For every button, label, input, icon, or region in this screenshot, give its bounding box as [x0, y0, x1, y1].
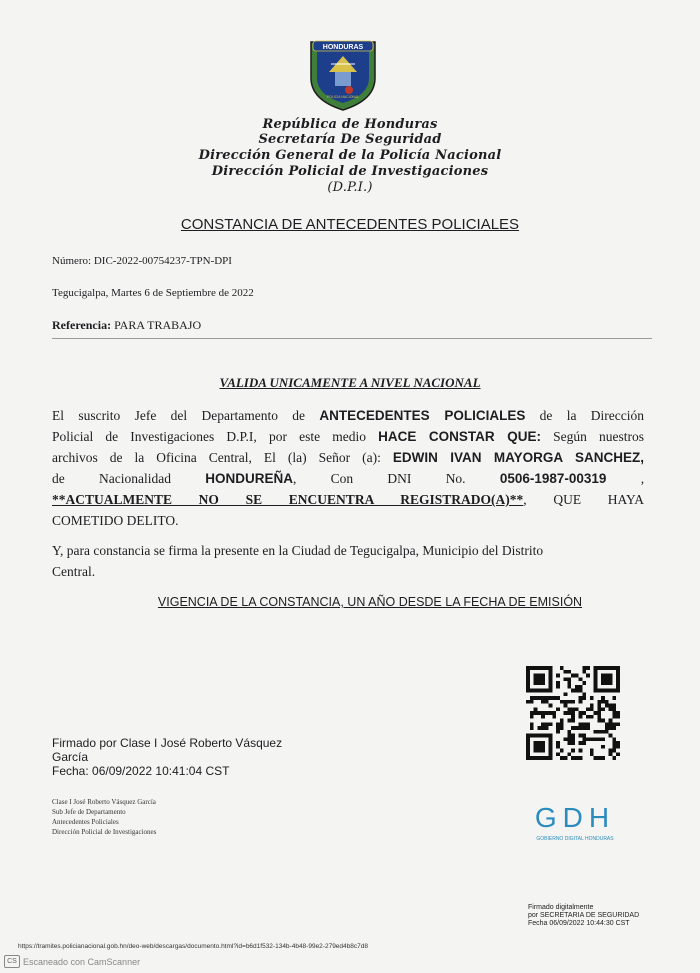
- header-republica: República de Honduras: [262, 117, 438, 132]
- header-direccion-general: Dirección General de la Policía Nacional: [198, 148, 502, 163]
- dni-number: 0506-1987-00319: [499, 471, 607, 486]
- qr-code[interactable]: [526, 666, 620, 760]
- numero-value: DIC-2022-00754237-TPN-DPI: [93, 255, 232, 267]
- certification-paragraph: [52, 405, 644, 531]
- validity-notice: VIGENCIA DE LA CONSTANCIA, UN AÑO DESDE LA FECHA DE EMISIÓN: [157, 595, 583, 609]
- body-line-4: de Nacionalidad HONDUREÑA, Con DNI No. 0506-1987-00319 ,: [52, 471, 645, 486]
- header-secretaria: Secretaría De Seguridad: [258, 132, 442, 147]
- referencia-value: PARA TRABAJO: [114, 318, 202, 332]
- police-seal-logo: [305, 34, 381, 112]
- body-line-1: El suscrito Jefe del Departamento de ANTECEDENTES POLICIALES de la Dirección: [52, 408, 645, 423]
- numero-label: Número:: [52, 255, 92, 267]
- gdh-letters: GDH: [534, 802, 616, 833]
- body-line-3: archivos de la Oficina Central, El (la) Señor (a): EDWIN IVAN MAYORGA SANCHEZ,: [52, 450, 644, 465]
- body-line-5: **ACTUALMENTE NO SE ENCUENTRA REGISTRADO(A)**, QUE HAYA: [52, 492, 645, 507]
- status-statement: **ACTUALMENTE NO SE ENCUENTRA REGISTRADO(A)**: [52, 492, 524, 507]
- document-title: CONSTANCIA DE ANTECEDENTES POLICIALES: [180, 216, 520, 233]
- signer-details: Clase I José Roberto Vásquez García Sub Jefe de Departamento Antecedentes Policiales Dirección Policial de Investigaciones: [52, 798, 157, 836]
- referencia-line: [52, 318, 201, 333]
- nationality: HONDUREÑA: [205, 471, 294, 486]
- referencia-label: Referencia:: [52, 318, 112, 332]
- verification-url[interactable]: https://tramites.policianacional.gob.hn/deo-web/descargas/documento.html?id=b6d1f532-134b-4b48-99e2-279ed4b8c7d8: [18, 943, 368, 950]
- body-line-6: COMETIDO DELITO.: [52, 513, 179, 528]
- body-line-2: Policial de Investigaciones D.P.I, por este medio HACE CONSTAR QUE: Según nuestros: [52, 429, 645, 444]
- closing-paragraph: Y, para constancia se firma la presente en la Ciudad de Tegucigalpa, Municipio del Distrito Central.: [52, 543, 544, 579]
- camscanner-watermark: [4, 955, 140, 968]
- digital-signature-note: Firmado digitalmente por SECRETARIA DE SEGURIDAD Fecha 06/09/2022 10:44:30 CST: [528, 904, 640, 927]
- header-dpi: (D.P.I.): [327, 180, 373, 195]
- numero-line: [52, 255, 232, 267]
- signature-block: Firmado por Clase I José Roberto Vásquez García Fecha: 06/09/2022 10:41:04 CST: [52, 736, 283, 778]
- camscanner-text: Escaneado con CamScanner: [23, 956, 141, 967]
- place-date: Tegucigalpa, Martes 6 de Septiembre de 2022: [52, 287, 254, 299]
- divider: [52, 338, 652, 339]
- camscanner-icon: CS: [4, 955, 20, 968]
- person-name: EDWIN IVAN MAYORGA SANCHEZ,: [392, 450, 644, 465]
- gdh-logo: [520, 802, 630, 842]
- gdh-subtitle: GOBIERNO DIGITAL HONDURAS: [536, 836, 614, 842]
- svg-text:HONDURAS: HONDURAS: [322, 44, 364, 51]
- header-direccion-policial: Dirección Policial de Investigaciones: [211, 164, 489, 179]
- valida-notice: VALIDA UNICAMENTE A NIVEL NACIONAL: [219, 375, 481, 390]
- svg-text:POLICIA NACIONAL: POLICIA NACIONAL: [326, 95, 360, 99]
